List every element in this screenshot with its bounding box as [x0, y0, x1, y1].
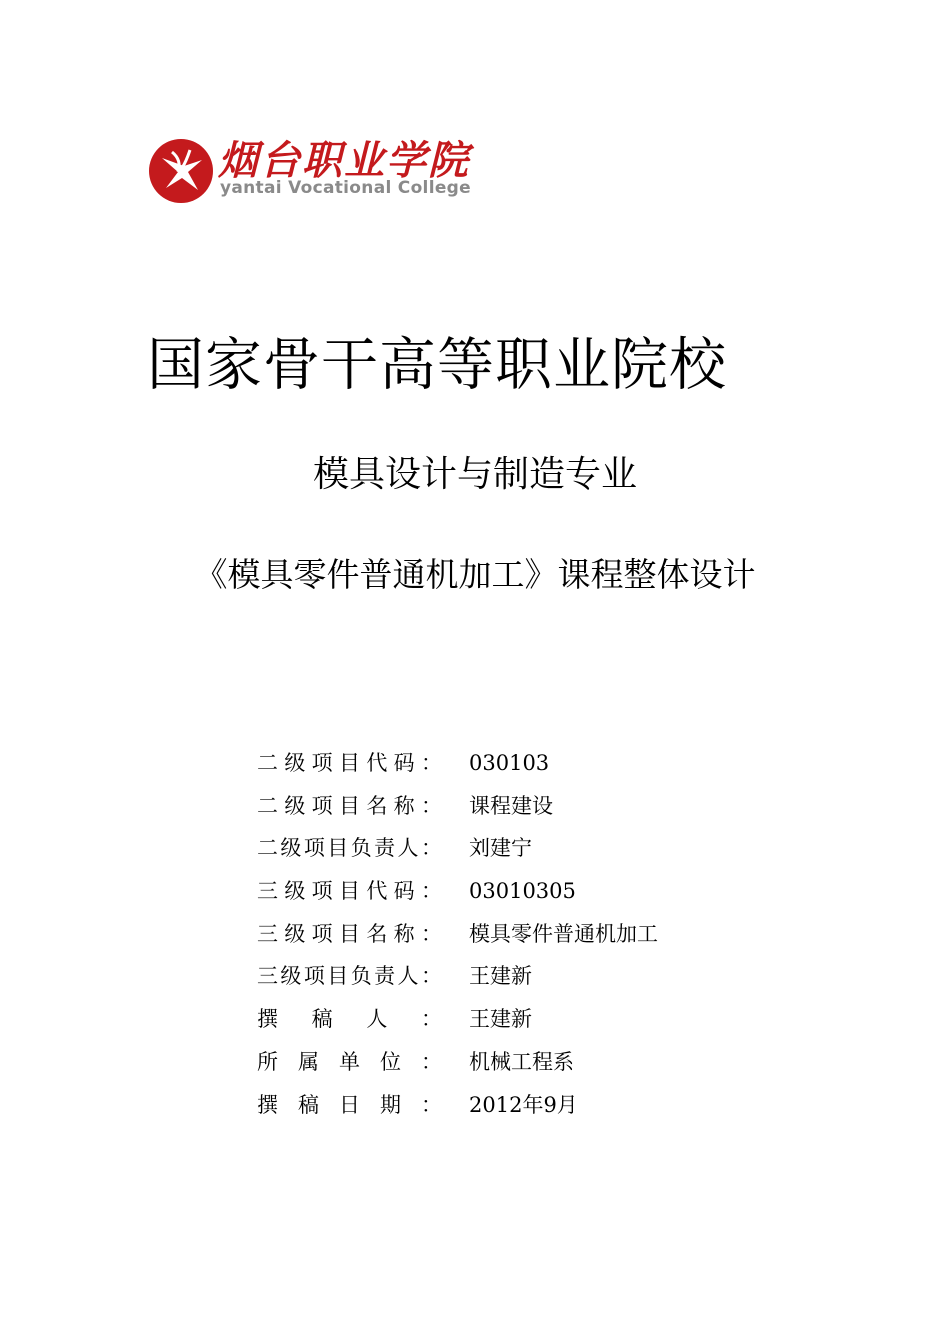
logo-english-name: yantai Vocational College: [220, 178, 471, 198]
label-char: 级: [284, 793, 306, 818]
label-char: 项: [303, 836, 325, 861]
label-char: 代: [366, 751, 388, 775]
label-char: 二: [257, 751, 278, 775]
info-value: 模具零件普通机加工: [469, 921, 658, 946]
info-value: 王建新: [469, 1007, 532, 1032]
logo-chinese-name: 烟台职业学院: [218, 138, 470, 184]
label-char: 代: [366, 879, 388, 904]
label-char: ：: [420, 1007, 442, 1032]
label-char: 三: [257, 879, 278, 904]
label-char: 项: [311, 793, 333, 818]
label-char: 撰: [257, 1007, 278, 1032]
info-label: [257, 827, 442, 869]
label-char: 码: [393, 879, 415, 904]
info-label: [257, 742, 442, 784]
label-char: ：: [420, 964, 442, 989]
label-char: 名: [366, 921, 388, 946]
label-char: 目: [338, 879, 360, 904]
info-label: [257, 870, 442, 912]
label-char: 目: [338, 751, 360, 775]
label-char: 目: [338, 921, 360, 946]
label-char: 责: [374, 836, 396, 861]
label-char: 单: [339, 1049, 360, 1074]
info-label: [257, 785, 442, 827]
info-label: [257, 955, 442, 997]
label-char: ：: [420, 879, 442, 904]
label-char: 项: [311, 879, 333, 904]
college-emblem-icon: [148, 138, 214, 204]
label-char: 项: [303, 964, 325, 989]
info-label: [257, 1041, 442, 1083]
label-char: 位: [380, 1049, 401, 1074]
label-char: 日: [339, 1092, 360, 1117]
label-char: 称: [393, 793, 415, 818]
label-char: ：: [421, 1049, 442, 1074]
info-value: 030103: [469, 751, 550, 775]
label-char: 级: [284, 751, 306, 775]
label-char: 级: [280, 964, 302, 989]
label-char: ：: [420, 921, 442, 946]
subtitle: 模具设计与制造专业: [312, 454, 637, 495]
label-char: 负: [350, 836, 372, 861]
label-char: 目: [327, 964, 349, 989]
label-char: 稿: [298, 1092, 319, 1117]
label-char: 期: [380, 1092, 401, 1117]
main-title: 国家骨干高等职业院校: [147, 332, 727, 398]
label-char: 名: [366, 793, 388, 818]
college-logo: [148, 138, 471, 206]
label-char: 二: [257, 836, 278, 861]
label-char: 人: [397, 836, 419, 861]
info-label: [257, 1084, 442, 1126]
info-value: 王建新: [469, 964, 532, 989]
label-char: 责: [374, 964, 396, 989]
label-char: 三: [257, 964, 278, 989]
label-char: 所: [257, 1049, 278, 1074]
label-char: 稿: [311, 1007, 333, 1032]
label-char: 三: [257, 921, 278, 946]
label-char: 撰: [257, 1092, 278, 1117]
label-char: 属: [298, 1049, 319, 1074]
label-char: 人: [397, 964, 419, 989]
label-char: 码: [393, 751, 415, 775]
label-char: ：: [421, 1092, 442, 1117]
label-char: 项: [311, 751, 333, 775]
course-title: 《模具零件普通机加工》课程整体设计: [194, 555, 756, 594]
info-label: [257, 998, 442, 1040]
label-char: 二: [257, 793, 278, 818]
label-char: ：: [420, 793, 442, 818]
label-char: 级: [284, 921, 306, 946]
label-char: 级: [284, 879, 306, 904]
info-value: 刘建宁: [469, 836, 532, 861]
label-char: ：: [420, 836, 442, 861]
info-value: 03010305: [469, 879, 576, 904]
label-char: 目: [327, 836, 349, 861]
label-char: 称: [393, 921, 415, 946]
info-value: 2012年9月: [469, 1092, 578, 1117]
info-value: 课程建设: [469, 793, 553, 818]
info-label: [257, 913, 442, 955]
label-char: ：: [420, 751, 442, 775]
info-value: 机械工程系: [469, 1049, 574, 1074]
label-char: 人: [366, 1007, 388, 1032]
label-char: 项: [311, 921, 333, 946]
label-char: 目: [338, 793, 360, 818]
label-char: 负: [350, 964, 372, 989]
label-char: 级: [280, 836, 302, 861]
